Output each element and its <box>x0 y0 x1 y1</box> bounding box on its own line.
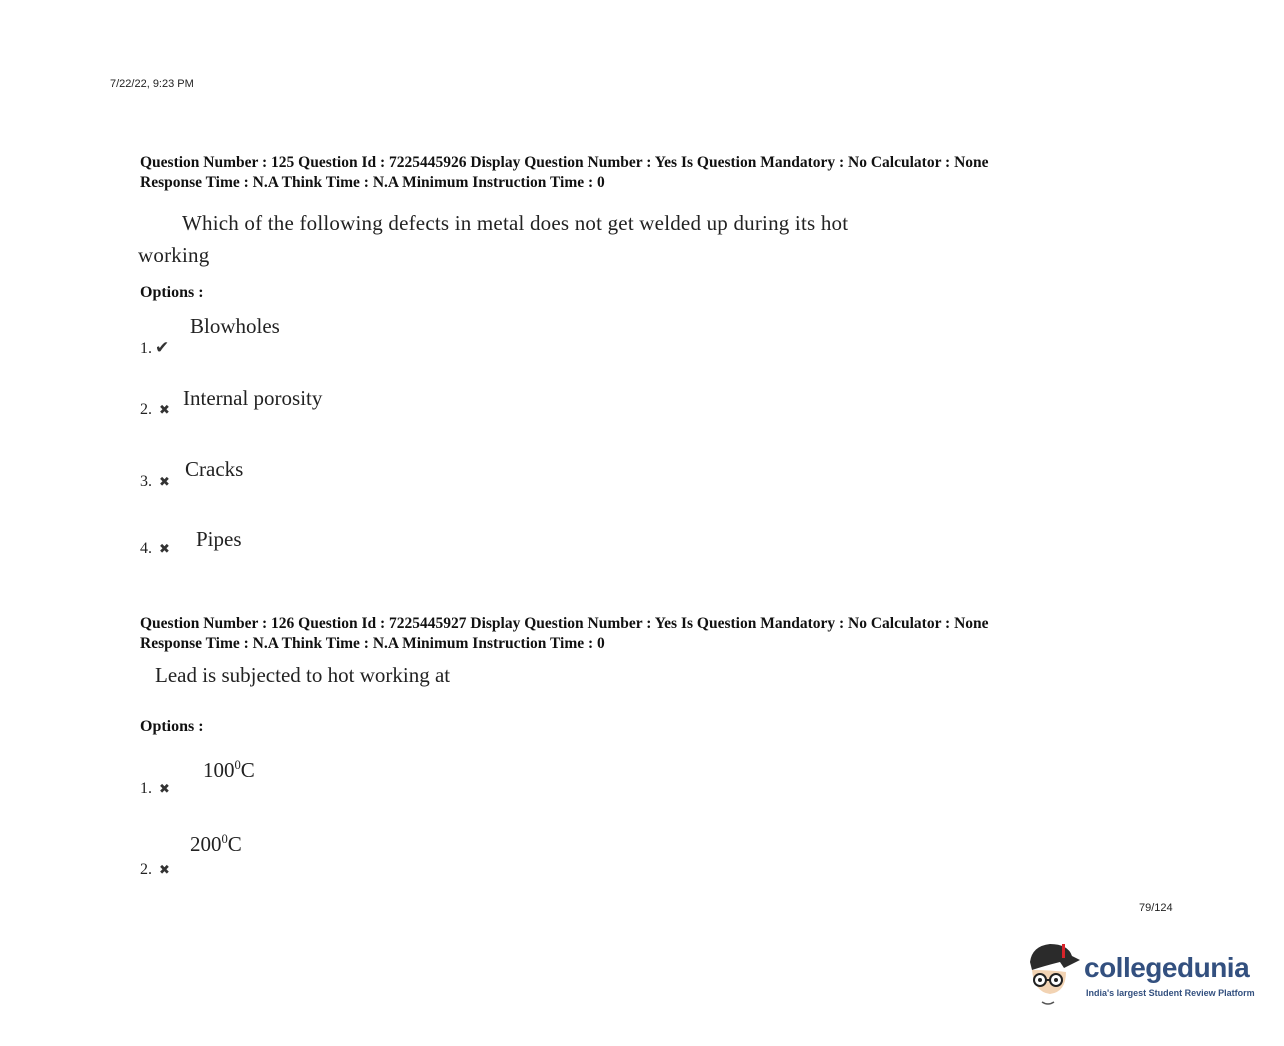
cross-icon: ✖ <box>159 541 170 556</box>
question-text: Which of the following defects in metal does not get welded up during its hot <box>182 211 849 235</box>
logo-tagline: India's largest Student Review Platform <box>1086 988 1255 998</box>
cross-icon: ✖ <box>159 862 170 877</box>
option-number: 1. ✖ <box>140 780 170 797</box>
option-number: 3. ✖ <box>140 473 170 490</box>
option-text: Internal porosity <box>183 386 323 410</box>
option-text: Pipes <box>196 527 242 551</box>
question-text-continuation: working <box>138 243 210 267</box>
page-number: 79/124 <box>1139 902 1173 914</box>
question-meta <box>140 153 989 192</box>
option-text: $100^0C$ <box>203 758 255 782</box>
question-meta-line: Question Number : 125 Question Id : 7225445926 Display Question Number : Yes Is Question Mandatory : No Calculator : None <box>140 154 989 171</box>
option-number: 1. ✔ <box>140 338 170 357</box>
question-meta <box>140 614 989 653</box>
question-meta-line: Response Time : N.A Think Time : N.A Minimum Instruction Time : 0 <box>140 173 605 191</box>
logo-wordmark: collegedunia <box>1084 952 1250 983</box>
option-text: Cracks <box>185 457 244 481</box>
question-meta-line: Response Time : N.A Think Time : N.A Minimum Instruction Time : 0 <box>140 634 605 652</box>
print-timestamp: 7/22/22, 9:23 PM <box>110 78 194 90</box>
options-label: Options : <box>140 284 204 301</box>
option-text: Blowholes <box>190 314 280 338</box>
check-icon: ✔ <box>155 338 170 357</box>
cross-icon: ✖ <box>159 781 170 796</box>
option-number: 4. ✖ <box>140 540 170 557</box>
option-number: 2. ✖ <box>140 861 170 878</box>
cross-icon: ✖ <box>159 474 170 489</box>
cross-icon: ✖ <box>159 402 170 417</box>
option-text: $200^0C$ <box>190 832 242 856</box>
mascot-icon <box>1024 940 1084 1008</box>
collegedunia-logo <box>1024 938 1260 1008</box>
question-text: Lead is subjected to hot working at <box>155 663 451 687</box>
options-label: Options : <box>140 718 204 735</box>
question-meta-line: Question Number : 126 Question Id : 7225445927 Display Question Number : Yes Is Question Mandatory : No Calculator : None <box>140 615 989 632</box>
option-number: 2. ✖ <box>140 401 170 418</box>
